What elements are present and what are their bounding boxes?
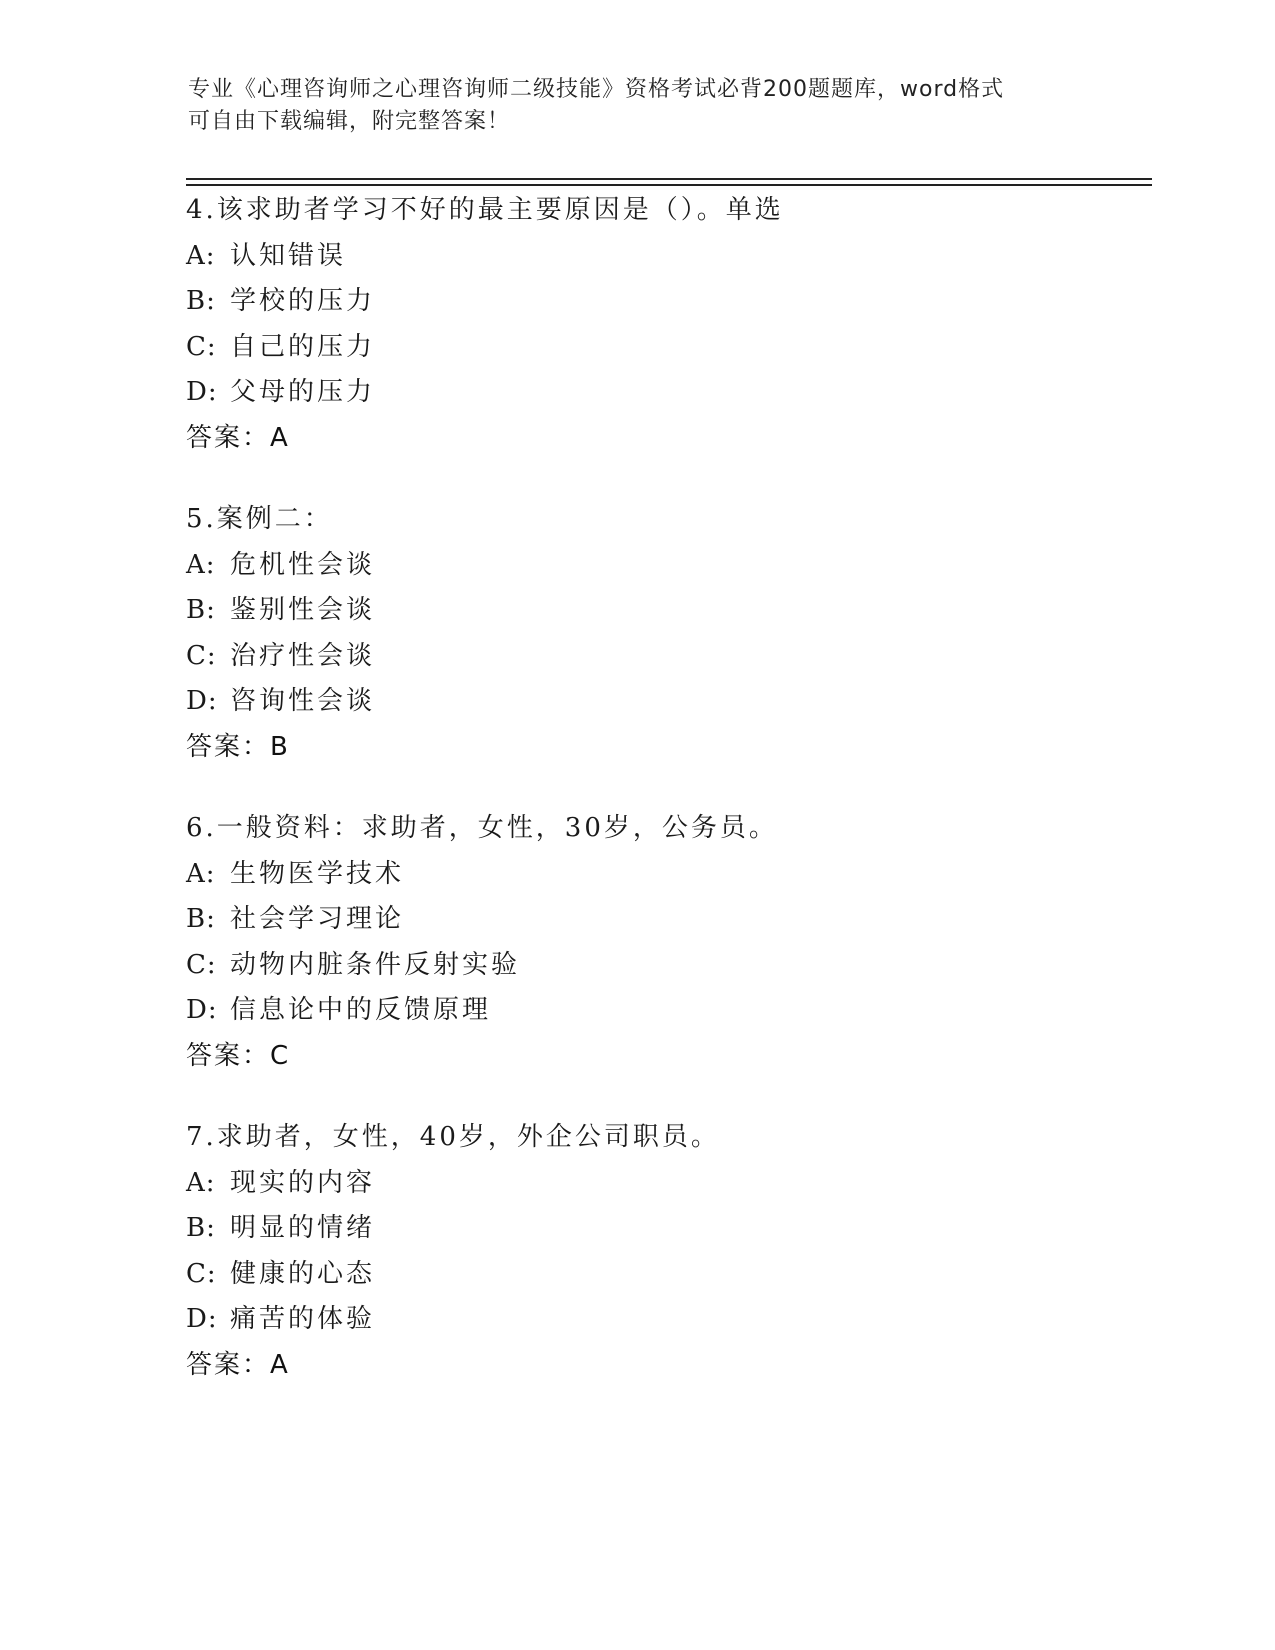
option-d bbox=[186, 679, 1126, 725]
option-letter: D: bbox=[186, 1304, 218, 1334]
option-letter: D: bbox=[186, 686, 218, 716]
option-letter: B: bbox=[186, 286, 216, 316]
option-text: 自己的压力 bbox=[230, 331, 376, 362]
option-b bbox=[186, 1206, 1126, 1252]
answer-line: 答案：A bbox=[186, 422, 290, 453]
option-d bbox=[186, 1297, 1126, 1343]
option-letter: B: bbox=[186, 595, 216, 625]
question-list bbox=[186, 188, 1126, 1424]
option-text: 危机性会谈 bbox=[230, 549, 376, 580]
option-d bbox=[186, 988, 1126, 1034]
question-7 bbox=[186, 1115, 1126, 1388]
option-letter: B: bbox=[186, 904, 216, 934]
question-title: 6.一般资料：求助者，女性，30岁，公务员。 bbox=[186, 813, 778, 843]
option-letter: D: bbox=[186, 377, 218, 407]
document-header bbox=[188, 74, 1088, 138]
option-letter: A: bbox=[186, 549, 216, 580]
question-5 bbox=[186, 497, 1126, 770]
option-letter: C: bbox=[186, 949, 217, 980]
option-a bbox=[186, 852, 1126, 898]
option-a bbox=[186, 543, 1126, 589]
option-letter: A: bbox=[186, 1167, 216, 1198]
option-a bbox=[186, 1161, 1126, 1207]
option-letter: A: bbox=[186, 858, 216, 889]
question-4 bbox=[186, 188, 1126, 461]
option-text: 健康的心态 bbox=[230, 1258, 376, 1289]
option-letter: B: bbox=[186, 1213, 216, 1243]
header-divider-bottom bbox=[186, 184, 1152, 186]
option-text: 认知错误 bbox=[230, 240, 347, 271]
option-letter: A: bbox=[186, 240, 216, 271]
option-b bbox=[186, 279, 1126, 325]
answer-line: 答案：C bbox=[186, 1040, 291, 1071]
option-text: 信息论中的反馈原理 bbox=[230, 995, 492, 1025]
header-line-1: 专业《心理咨询师之心理咨询师二级技能》资格考试必背200题题库，word格式 bbox=[188, 77, 1005, 102]
header-line-2: 可自由下载编辑，附完整答案！ bbox=[188, 109, 511, 134]
question-6 bbox=[186, 806, 1126, 1079]
option-text: 咨询性会谈 bbox=[230, 686, 376, 716]
option-c bbox=[186, 1252, 1126, 1298]
option-c bbox=[186, 325, 1126, 371]
option-b bbox=[186, 588, 1126, 634]
option-text: 痛苦的体验 bbox=[230, 1304, 376, 1334]
option-c bbox=[186, 634, 1126, 680]
option-letter: D: bbox=[186, 995, 218, 1025]
header-divider-top bbox=[186, 178, 1152, 180]
option-text: 明显的情绪 bbox=[230, 1213, 376, 1243]
option-text: 生物医学技术 bbox=[230, 858, 405, 889]
option-letter: C: bbox=[186, 1258, 217, 1289]
question-title: 5.案例二： bbox=[186, 504, 333, 534]
option-text: 鉴别性会谈 bbox=[230, 595, 376, 625]
option-text: 社会学习理论 bbox=[230, 904, 405, 934]
question-title: 7.求助者，女性，40岁，外企公司职员。 bbox=[186, 1122, 720, 1152]
option-d bbox=[186, 370, 1126, 416]
option-letter: C: bbox=[186, 331, 217, 362]
option-letter: C: bbox=[186, 640, 217, 671]
option-a bbox=[186, 234, 1126, 280]
option-text: 父母的压力 bbox=[230, 377, 376, 407]
question-title: 4.该求助者学习不好的最主要原因是（）。单选 bbox=[186, 195, 784, 225]
option-text: 动物内脏条件反射实验 bbox=[230, 949, 521, 980]
option-text: 学校的压力 bbox=[230, 286, 376, 316]
answer-line: 答案：B bbox=[186, 731, 290, 762]
option-c bbox=[186, 943, 1126, 989]
option-text: 现实的内容 bbox=[230, 1167, 376, 1198]
option-b bbox=[186, 897, 1126, 943]
answer-line: 答案：A bbox=[186, 1349, 290, 1380]
option-text: 治疗性会谈 bbox=[230, 640, 376, 671]
